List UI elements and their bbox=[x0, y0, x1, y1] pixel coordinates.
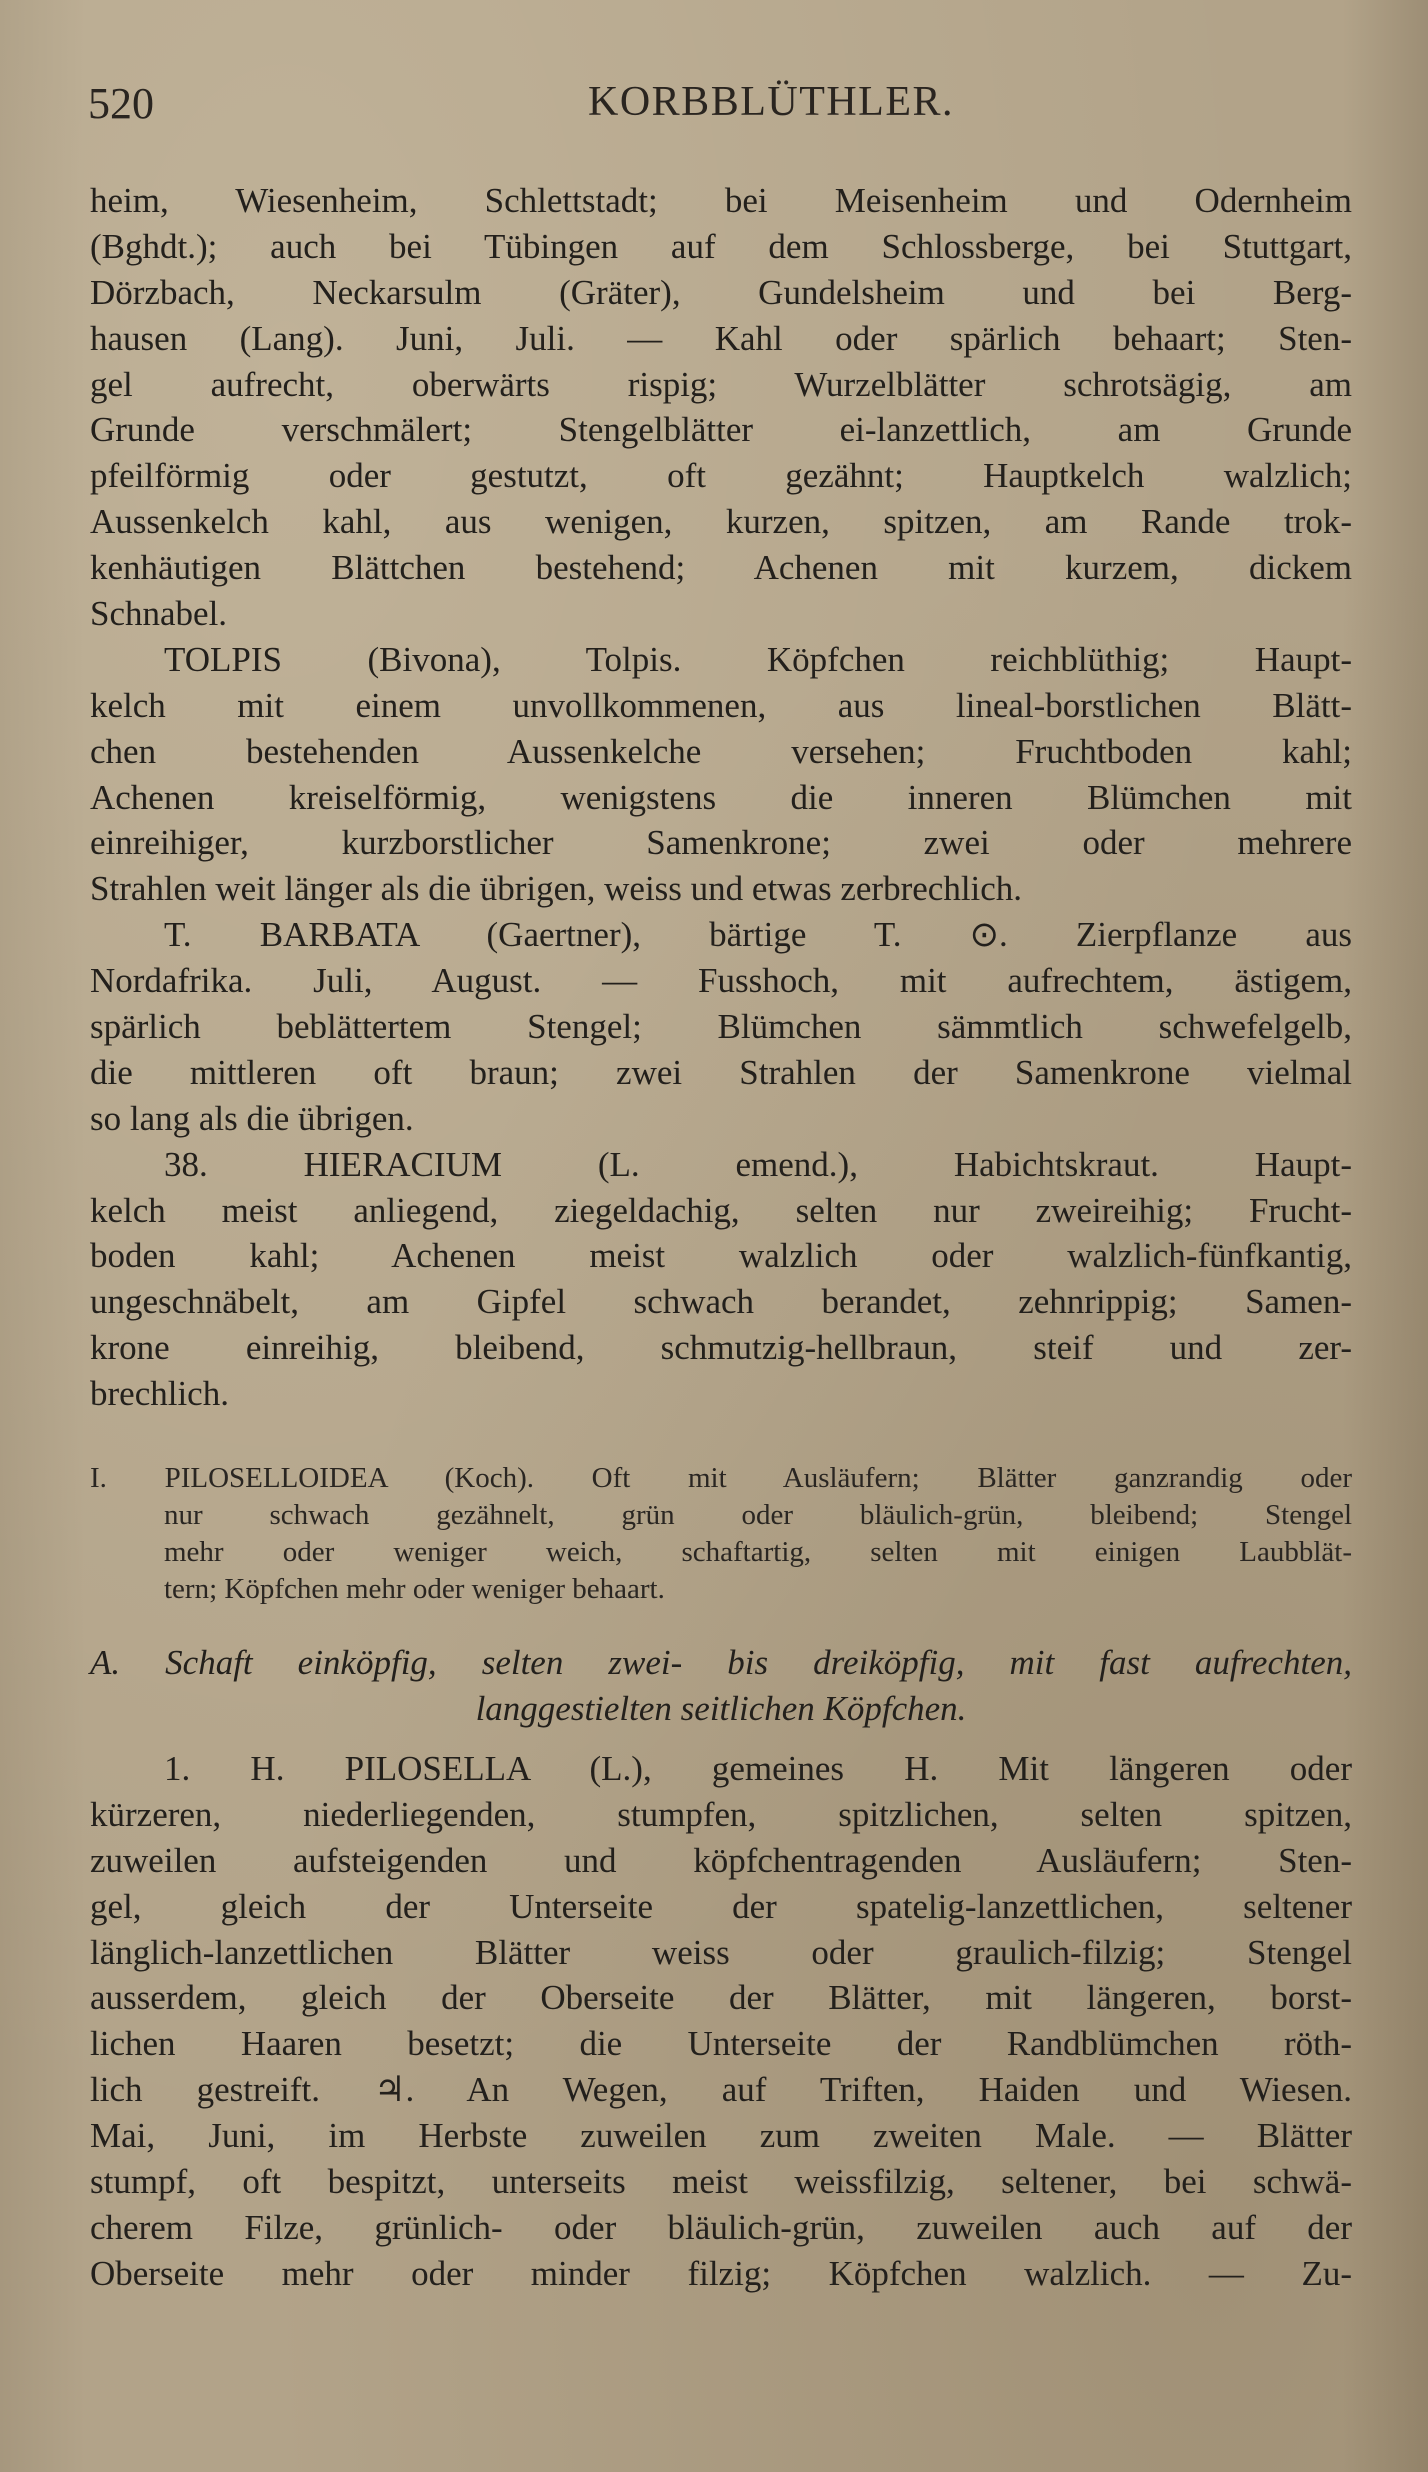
running-title: KORBBLÜTHLER. bbox=[588, 79, 954, 125]
text-line: lich gestreift. ♃. An Wegen, auf Triften, Haiden und Wiesen. bbox=[90, 2070, 1352, 2110]
text-line: Oberseite mehr oder minder filzig; Köpfchen walzlich. — Zu- bbox=[90, 2253, 1352, 2293]
text-line: hausen (Lang). Juni, Juli. — Kahl oder spärlich behaart; Sten- bbox=[90, 318, 1352, 358]
text-line: ungeschnäbelt, am Gipfel schwach berandet, zehnrippig; Samen- bbox=[90, 1282, 1352, 1322]
small-text-line: mehr oder weniger weich, schaftartig, selten mit einigen Laubblät- bbox=[164, 1536, 1352, 1568]
text-line: ausserdem, gleich der Oberseite der Blätter, mit längeren, borst- bbox=[90, 1978, 1352, 2018]
text-line: Schnabel. bbox=[90, 594, 228, 634]
species-heading-line: 1. H. PILOSELLA (L.), gemeines H. Mit längeren oder bbox=[164, 1749, 1352, 1788]
main-text-block bbox=[90, 178, 1352, 1417]
text-line: Nordafrika. Juli, August. — Fusshoch, mit aufrechtem, ästigem, bbox=[90, 961, 1352, 1001]
species-text-block bbox=[90, 1746, 1352, 2297]
text-line: stumpf, oft bespitzt, unterseits meist weissfilzig, seltener, bei schwä- bbox=[90, 2162, 1352, 2202]
text-line: lichen Haaren besetzt; die Unterseite der Randblümchen röth- bbox=[90, 2024, 1352, 2064]
text-line: cherem Filze, grünlich- oder bläulich-grün, zuweilen auch auf der bbox=[90, 2207, 1352, 2247]
text-line: einreihiger, kurzborstlicher Samenkrone; zwei oder mehrere bbox=[90, 823, 1352, 863]
text-line: kenhäutigen Blättchen bestehend; Achenen mit kurzem, dickem bbox=[90, 548, 1352, 588]
text-line: chen bestehenden Aussenkelche versehen; Fruchtboden kahl; bbox=[90, 731, 1352, 771]
page-header bbox=[88, 78, 1368, 138]
text-line: pfeilförmig oder gestutzt, oft gezähnt; Hauptkelch walzlich; bbox=[90, 456, 1352, 496]
text-line: kelch mit einem unvollkommenen, aus lineal-borstlichen Blätt- bbox=[90, 685, 1352, 725]
species-heading-line: T. BARBATA (Gaertner), bärtige T. ⊙. Zierpflanze aus bbox=[164, 915, 1352, 955]
text-line: Dörzbach, Neckarsulm (Gräter), Gundelsheim und bei Berg- bbox=[90, 272, 1352, 312]
text-line: gel, gleich der Unterseite der spatelig-lanzettlichen, seltener bbox=[90, 1886, 1352, 1926]
genus-heading-line: TOLPIS (Bivona), Tolpis. Köpfchen reichblüthig; Haupt- bbox=[164, 639, 1352, 679]
text-line: länglich-lanzettlichen Blätter weiss oder graulich-filzig; Stengel bbox=[90, 1932, 1352, 1972]
text-line: kelch meist anliegend, ziegeldachig, selten nur zweireihig; Frucht- bbox=[90, 1190, 1352, 1230]
text-line: Aussenkelch kahl, aus wenigen, kurzen, spitzen, am Rande trok- bbox=[90, 502, 1352, 542]
text-line: Strahlen weit länger als die übrigen, weiss und etwas zerbrechlich. bbox=[90, 869, 1023, 909]
text-line: spärlich beblättertem Stengel; Blümchen sämmtlich schwefelgelb, bbox=[90, 1007, 1352, 1047]
section-heading-a bbox=[90, 1640, 1352, 1732]
text-line: Grunde verschmälert; Stengelblätter ei-lanzettlich, am Grunde bbox=[90, 410, 1352, 450]
text-line: so lang als die übrigen. bbox=[90, 1098, 414, 1138]
text-line: zuweilen aufsteigenden und köpfchentragenden Ausläufern; Sten- bbox=[90, 1840, 1352, 1880]
section-heading-line: A. Schaft einköpfig, selten zwei- bis dreiköpfig, mit fast aufrechten, bbox=[90, 1643, 1352, 1682]
text-line: gel aufrecht, oberwärts rispig; Wurzelblätter schrotsägig, am bbox=[90, 364, 1352, 404]
genus-heading-line: 38. HIERACIUM (L. emend.), Habichtskraut. Haupt- bbox=[164, 1144, 1352, 1184]
text-line: brechlich. bbox=[90, 1374, 229, 1414]
text-line: heim, Wiesenheim, Schlettstadt; bei Meisenheim und Odernheim bbox=[90, 181, 1352, 220]
subgenus-block bbox=[90, 1460, 1352, 1608]
subgenus-heading-line: I. PILOSELLOIDEA (Koch). Oft mit Ausläufern; Blätter ganzrandig oder bbox=[90, 1462, 1352, 1494]
text-line: kürzeren, niederliegenden, stumpfen, spitzlichen, selten spitzen, bbox=[90, 1794, 1352, 1834]
text-line: (Bghdt.); auch bei Tübingen auf dem Schlossberge, bei Stuttgart, bbox=[90, 226, 1352, 266]
text-line: boden kahl; Achenen meist walzlich oder walzlich-fünfkantig, bbox=[90, 1236, 1352, 1276]
section-heading-line: langgestielten seitlichen Köpfchen. bbox=[475, 1689, 967, 1728]
text-line: die mittleren oft braun; zwei Strahlen der Samenkrone vielmal bbox=[90, 1052, 1352, 1092]
text-line: Mai, Juni, im Herbste zuweilen zum zweiten Male. — Blätter bbox=[90, 2116, 1352, 2156]
small-text-line: tern; Köpfchen mehr oder weniger behaart. bbox=[164, 1573, 665, 1605]
small-text-line: nur schwach gezähnelt, grün oder bläulich-grün, bleibend; Stengel bbox=[164, 1499, 1352, 1531]
text-line: krone einreihig, bleibend, schmutzig-hellbraun, steif und zer- bbox=[90, 1328, 1352, 1368]
text-line: Achenen kreiselförmig, wenigstens die inneren Blümchen mit bbox=[90, 777, 1352, 817]
page-number: 520 bbox=[88, 79, 154, 128]
